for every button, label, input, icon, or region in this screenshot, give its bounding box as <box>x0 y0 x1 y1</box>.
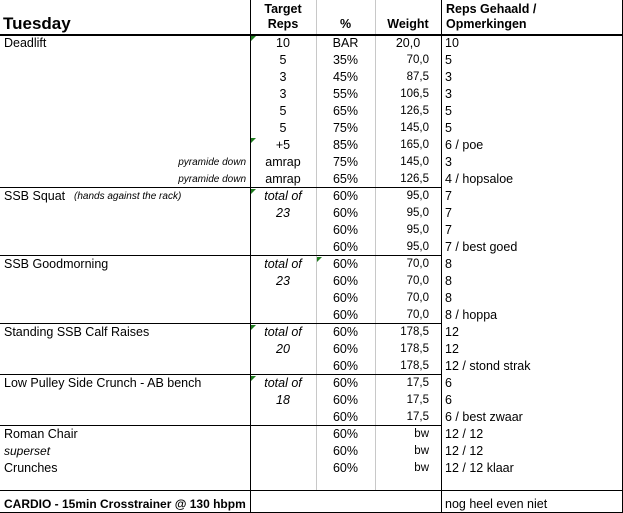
weight-value: 145,0 <box>400 156 429 168</box>
percent-value: 60% <box>332 206 359 220</box>
section-divider <box>0 255 441 256</box>
percent-value: 75% <box>332 155 359 169</box>
reps-notes-cell[interactable] <box>441 52 623 69</box>
target-reps-cell[interactable] <box>250 137 316 154</box>
target-reps-cell[interactable] <box>250 409 316 426</box>
target-reps-cell[interactable] <box>250 120 316 137</box>
percent-cell[interactable] <box>316 443 375 460</box>
weight-value: 95,0 <box>406 241 429 253</box>
table-row <box>0 290 623 307</box>
weight-cell[interactable] <box>375 324 441 341</box>
reps-notes-cell[interactable] <box>441 171 623 188</box>
cardio-notes: nog heel even niet <box>445 497 548 511</box>
reps-notes-value: 6 <box>445 376 452 390</box>
target-reps-value: amrap <box>265 172 301 186</box>
exercise-name: SSB Squat <box>4 189 66 203</box>
reps-notes-value: 3 <box>445 155 452 169</box>
percent-value: 60% <box>332 325 359 339</box>
exercise-name: Crunches <box>4 461 58 475</box>
weight-cell[interactable] <box>375 222 441 239</box>
reps-notes-value: 5 <box>445 53 452 67</box>
table-row <box>0 222 623 239</box>
weight-value: 165,0 <box>400 139 429 151</box>
header-percent: % <box>339 17 352 31</box>
weight-value: bw <box>414 445 429 457</box>
weight-value: 70,0 <box>406 275 429 287</box>
exercise-cell[interactable] <box>0 120 250 137</box>
exercise-cell[interactable] <box>0 307 250 324</box>
percent-cell[interactable] <box>316 409 375 426</box>
percent-value: 60% <box>332 223 359 237</box>
target-reps-cell[interactable] <box>250 324 316 341</box>
reps-notes-value: 5 <box>445 121 452 135</box>
header-target-line1: Target <box>264 2 302 16</box>
percent-cell[interactable] <box>316 86 375 103</box>
weight-value: 70,0 <box>406 54 429 66</box>
percent-value: BAR <box>332 36 359 50</box>
reps-notes-cell[interactable] <box>441 103 623 120</box>
reps-notes-value: 8 <box>445 291 452 305</box>
weight-value: 95,0 <box>406 190 429 202</box>
target-reps-cell[interactable] <box>250 35 316 52</box>
header-reps-notes <box>446 2 536 32</box>
weight-cell[interactable] <box>375 52 441 69</box>
target-reps-value: 23 <box>276 206 290 220</box>
column-divider <box>316 0 317 491</box>
target-reps-cell[interactable] <box>250 103 316 120</box>
reps-notes-value: 8 / hoppa <box>445 308 498 322</box>
column-divider <box>441 0 442 513</box>
table-row <box>0 341 623 358</box>
target-reps-cell[interactable] <box>250 273 316 290</box>
exercise-cell[interactable] <box>0 137 250 154</box>
target-reps-value: 18 <box>276 393 290 407</box>
reps-notes-cell[interactable] <box>441 392 623 409</box>
percent-value: 60% <box>332 308 359 322</box>
reps-notes-cell[interactable] <box>441 69 623 86</box>
percent-cell[interactable] <box>316 324 375 341</box>
weight-cell[interactable] <box>375 273 441 290</box>
exercise-cell[interactable] <box>0 273 250 290</box>
reps-notes-value: 6 / best zwaar <box>445 410 523 424</box>
reps-notes-cell[interactable] <box>441 239 623 256</box>
weight-value: 178,5 <box>400 326 429 338</box>
table-row <box>0 324 623 341</box>
weight-value: 70,0 <box>406 292 429 304</box>
weight-value: 17,5 <box>406 377 429 389</box>
percent-value: 60% <box>332 342 359 356</box>
weight-cell[interactable] <box>375 171 441 188</box>
table-row <box>0 358 623 375</box>
percent-value: 60% <box>332 427 359 441</box>
header-target-line2: Reps <box>267 17 299 31</box>
reps-notes-cell[interactable] <box>441 120 623 137</box>
section-divider <box>0 323 441 324</box>
target-reps-cell[interactable] <box>250 239 316 256</box>
exercise-note: pyramide down <box>178 174 246 185</box>
weight-value: 178,5 <box>400 360 429 372</box>
table-row <box>0 35 623 52</box>
exercise-cell[interactable] <box>0 222 250 239</box>
weight-value: 17,5 <box>406 411 429 423</box>
target-reps-value: 10 <box>276 36 290 50</box>
percent-value: 60% <box>332 444 359 458</box>
exercise-cell[interactable] <box>0 409 250 426</box>
percent-cell[interactable] <box>316 222 375 239</box>
cardio-row <box>0 491 623 513</box>
table-row <box>0 103 623 120</box>
weight-cell[interactable] <box>375 188 441 205</box>
reps-notes-cell[interactable] <box>441 341 623 358</box>
weight-value: 126,5 <box>400 173 429 185</box>
exercise-name: SSB Goodmorning <box>4 257 109 271</box>
exercise-cell[interactable] <box>0 205 250 222</box>
exercise-name: superset <box>4 444 51 458</box>
weight-cell[interactable] <box>375 69 441 86</box>
percent-value: 35% <box>332 53 359 67</box>
percent-cell[interactable] <box>316 273 375 290</box>
target-reps-cell[interactable] <box>250 341 316 358</box>
table-row <box>0 460 623 477</box>
header-weight: Weight <box>387 17 429 31</box>
weight-value: 87,5 <box>406 71 429 83</box>
reps-notes-value: 7 <box>445 189 452 203</box>
weight-cell[interactable] <box>375 307 441 324</box>
reps-notes-cell[interactable] <box>441 290 623 307</box>
reps-notes-cell[interactable] <box>441 256 623 273</box>
exercise-cell[interactable] <box>0 460 250 477</box>
percent-value: 60% <box>332 274 359 288</box>
target-reps-cell[interactable] <box>250 307 316 324</box>
column-divider <box>250 0 251 513</box>
exercise-note: pyramide down <box>178 157 246 168</box>
percent-cell[interactable] <box>316 69 375 86</box>
percent-cell[interactable] <box>316 392 375 409</box>
weight-value: 17,5 <box>406 394 429 406</box>
table-row <box>0 69 623 86</box>
weight-value: 145,0 <box>400 122 429 134</box>
target-reps-value: total of <box>264 376 302 390</box>
exercise-cell[interactable] <box>0 171 250 188</box>
target-reps-cell[interactable] <box>250 205 316 222</box>
section-divider <box>0 187 441 188</box>
target-reps-value: 3 <box>279 87 287 101</box>
target-reps-cell[interactable] <box>250 154 316 171</box>
percent-value: 45% <box>332 70 359 84</box>
header-title: Tuesday <box>3 14 71 33</box>
reps-notes-value: 3 <box>445 70 452 84</box>
reps-notes-cell[interactable] <box>441 188 623 205</box>
reps-notes-value: 4 / hopsaloe <box>445 172 514 186</box>
target-reps-cell[interactable] <box>250 69 316 86</box>
reps-notes-cell[interactable] <box>441 375 623 392</box>
target-reps-cell[interactable] <box>250 222 316 239</box>
table-row <box>0 375 623 392</box>
exercise-cell[interactable] <box>0 290 250 307</box>
target-reps-value: 5 <box>279 53 287 67</box>
reps-notes-cell[interactable] <box>441 358 623 375</box>
weight-value: bw <box>414 428 429 440</box>
exercise-note: (hands against the rack) <box>74 191 182 202</box>
table-row <box>0 307 623 324</box>
percent-cell[interactable] <box>316 358 375 375</box>
cardio-divider <box>0 490 623 491</box>
reps-notes-value: 6 / poe <box>445 138 484 152</box>
exercise-cell[interactable] <box>0 103 250 120</box>
exercise-cell[interactable] <box>0 256 250 273</box>
reps-notes-value: 5 <box>445 104 452 118</box>
header-reps-line2: Opmerkingen <box>446 17 527 31</box>
reps-notes-cell[interactable] <box>441 205 623 222</box>
cardio-notes-cell[interactable] <box>441 491 623 513</box>
target-reps-cell[interactable] <box>250 443 316 460</box>
header-divider <box>0 34 623 36</box>
weight-cell[interactable] <box>375 341 441 358</box>
target-reps-value: 5 <box>279 121 287 135</box>
table-row <box>0 86 623 103</box>
exercise-cell[interactable] <box>0 35 250 52</box>
reps-notes-value: 8 <box>445 257 452 271</box>
header-reps-line1: Reps Gehaald / <box>446 2 537 16</box>
weight-cell[interactable] <box>375 358 441 375</box>
percent-value: 60% <box>332 410 359 424</box>
table-row <box>0 239 623 256</box>
weight-cell[interactable] <box>375 239 441 256</box>
reps-notes-cell[interactable] <box>441 154 623 171</box>
table-row <box>0 205 623 222</box>
exercise-cell[interactable] <box>0 443 250 460</box>
target-reps-cell[interactable] <box>250 256 316 273</box>
reps-notes-value: 7 <box>445 206 452 220</box>
exercise-cell[interactable] <box>0 358 250 375</box>
table-row <box>0 392 623 409</box>
target-reps-cell[interactable] <box>250 86 316 103</box>
table-row <box>0 188 623 205</box>
reps-notes-cell[interactable] <box>441 443 623 460</box>
reps-notes-value: 12 / stond strak <box>445 359 531 373</box>
weight-value: 178,5 <box>400 343 429 355</box>
table-row <box>0 154 623 171</box>
target-reps-value: +5 <box>275 138 291 152</box>
percent-cell[interactable] <box>316 460 375 477</box>
reps-notes-cell[interactable] <box>441 273 623 290</box>
exercise-cell[interactable] <box>0 154 250 171</box>
weight-cell[interactable] <box>375 392 441 409</box>
target-reps-value: 3 <box>279 70 287 84</box>
target-reps-cell[interactable] <box>250 290 316 307</box>
table-row <box>0 171 623 188</box>
target-reps-cell[interactable] <box>250 188 316 205</box>
weight-value: 126,5 <box>400 105 429 117</box>
cardio-text: CARDIO - 15min Crosstrainer @ 130 hbpm <box>4 497 246 511</box>
exercise-cell[interactable] <box>0 341 250 358</box>
weight-cell[interactable] <box>375 35 441 52</box>
exercise-cell[interactable] <box>0 426 250 443</box>
target-reps-cell[interactable] <box>250 52 316 69</box>
table-row <box>0 120 623 137</box>
percent-cell[interactable] <box>316 290 375 307</box>
percent-cell[interactable] <box>316 52 375 69</box>
table-row <box>0 52 623 69</box>
weight-cell[interactable] <box>375 460 441 477</box>
exercise-cell[interactable] <box>0 239 250 256</box>
percent-value: 60% <box>332 189 359 203</box>
percent-value: 75% <box>332 121 359 135</box>
reps-notes-value: 12 <box>445 325 459 339</box>
exercise-cell[interactable] <box>0 392 250 409</box>
percent-value: 60% <box>332 240 359 254</box>
exercise-name: Deadlift <box>4 36 47 50</box>
reps-notes-cell[interactable] <box>441 137 623 154</box>
target-reps-value: total of <box>264 189 302 203</box>
reps-notes-cell[interactable] <box>441 35 623 52</box>
weight-cell[interactable] <box>375 120 441 137</box>
table-row <box>0 273 623 290</box>
reps-notes-cell[interactable] <box>441 86 623 103</box>
percent-cell[interactable] <box>316 171 375 188</box>
target-reps-value: 5 <box>279 104 287 118</box>
percent-cell[interactable] <box>316 205 375 222</box>
exercise-name: Standing SSB Calf Raises <box>4 325 150 339</box>
target-reps-value: total of <box>264 325 302 339</box>
target-reps-cell[interactable] <box>250 392 316 409</box>
percent-cell[interactable] <box>316 35 375 52</box>
target-reps-cell[interactable] <box>250 358 316 375</box>
target-reps-value: amrap <box>265 155 301 169</box>
percent-value: 55% <box>332 87 359 101</box>
table-row <box>0 137 623 154</box>
percent-value: 60% <box>332 393 359 407</box>
percent-cell[interactable] <box>316 120 375 137</box>
exercise-name: Roman Chair <box>4 427 78 441</box>
weight-value: 106,5 <box>400 88 429 100</box>
weight-cell[interactable] <box>375 443 441 460</box>
target-reps-value: 20 <box>276 342 290 356</box>
weight-cell[interactable] <box>375 154 441 171</box>
percent-cell[interactable] <box>316 239 375 256</box>
percent-value: 65% <box>332 172 359 186</box>
weight-value: 20,0 <box>395 36 421 50</box>
weight-value: 95,0 <box>406 207 429 219</box>
weight-cell[interactable] <box>375 256 441 273</box>
target-reps-cell[interactable] <box>250 171 316 188</box>
percent-value: 85% <box>332 138 359 152</box>
exercise-cell[interactable] <box>0 86 250 103</box>
weight-value: 70,0 <box>406 258 429 270</box>
exercise-name: Low Pulley Side Crunch - AB bench <box>4 376 202 390</box>
percent-value: 60% <box>332 359 359 373</box>
target-reps-value: 23 <box>276 274 290 288</box>
percent-cell[interactable] <box>316 137 375 154</box>
cardio-cell[interactable] <box>0 491 250 513</box>
weight-cell[interactable] <box>375 137 441 154</box>
reps-notes-value: 8 <box>445 274 452 288</box>
target-reps-cell[interactable] <box>250 426 316 443</box>
weight-cell[interactable] <box>375 409 441 426</box>
reps-notes-cell[interactable] <box>441 426 623 443</box>
table-row <box>0 443 623 460</box>
column-divider <box>375 0 376 491</box>
percent-cell[interactable] <box>316 341 375 358</box>
percent-value: 60% <box>332 461 359 475</box>
percent-cell[interactable] <box>316 307 375 324</box>
reps-notes-cell[interactable] <box>441 307 623 324</box>
exercise-cell[interactable] <box>0 52 250 69</box>
percent-cell[interactable] <box>316 256 375 273</box>
reps-notes-value: 6 <box>445 393 452 407</box>
percent-cell[interactable] <box>316 154 375 171</box>
exercise-cell[interactable] <box>0 375 250 392</box>
weight-value: 95,0 <box>406 224 429 236</box>
weight-cell[interactable] <box>375 86 441 103</box>
percent-cell[interactable] <box>316 103 375 120</box>
reps-notes-value: 12 / 12 <box>445 427 484 441</box>
percent-value: 60% <box>332 376 359 390</box>
weight-cell[interactable] <box>375 426 441 443</box>
target-reps-cell[interactable] <box>250 375 316 392</box>
percent-value: 60% <box>332 257 359 271</box>
reps-notes-value: 10 <box>445 36 459 50</box>
weight-cell[interactable] <box>375 205 441 222</box>
weight-cell[interactable] <box>375 290 441 307</box>
percent-value: 65% <box>332 104 359 118</box>
exercise-cell[interactable] <box>0 188 250 205</box>
exercise-cell[interactable] <box>0 324 250 341</box>
section-divider <box>0 425 441 426</box>
target-reps-value: total of <box>264 257 302 271</box>
weight-value: bw <box>414 462 429 474</box>
percent-cell[interactable] <box>316 375 375 392</box>
reps-notes-value: 12 / 12 <box>445 444 484 458</box>
percent-cell[interactable] <box>316 426 375 443</box>
reps-notes-value: 3 <box>445 87 452 101</box>
table-row <box>0 256 623 273</box>
reps-notes-value: 7 / best goed <box>445 240 518 254</box>
header-target-reps <box>250 2 316 32</box>
section-divider <box>0 374 441 375</box>
weight-cell[interactable] <box>375 375 441 392</box>
reps-notes-cell[interactable] <box>441 222 623 239</box>
target-reps-cell[interactable] <box>250 460 316 477</box>
table-row <box>0 409 623 426</box>
weight-value: 70,0 <box>406 309 429 321</box>
weight-cell[interactable] <box>375 103 441 120</box>
reps-notes-cell[interactable] <box>441 324 623 341</box>
reps-notes-value: 7 <box>445 223 452 237</box>
reps-notes-value: 12 <box>445 342 459 356</box>
reps-notes-cell[interactable] <box>441 460 623 477</box>
percent-value: 60% <box>332 291 359 305</box>
reps-notes-cell[interactable] <box>441 409 623 426</box>
percent-cell[interactable] <box>316 188 375 205</box>
table-row <box>0 426 623 443</box>
reps-notes-value: 12 / 12 klaar <box>445 461 514 475</box>
exercise-cell[interactable] <box>0 69 250 86</box>
